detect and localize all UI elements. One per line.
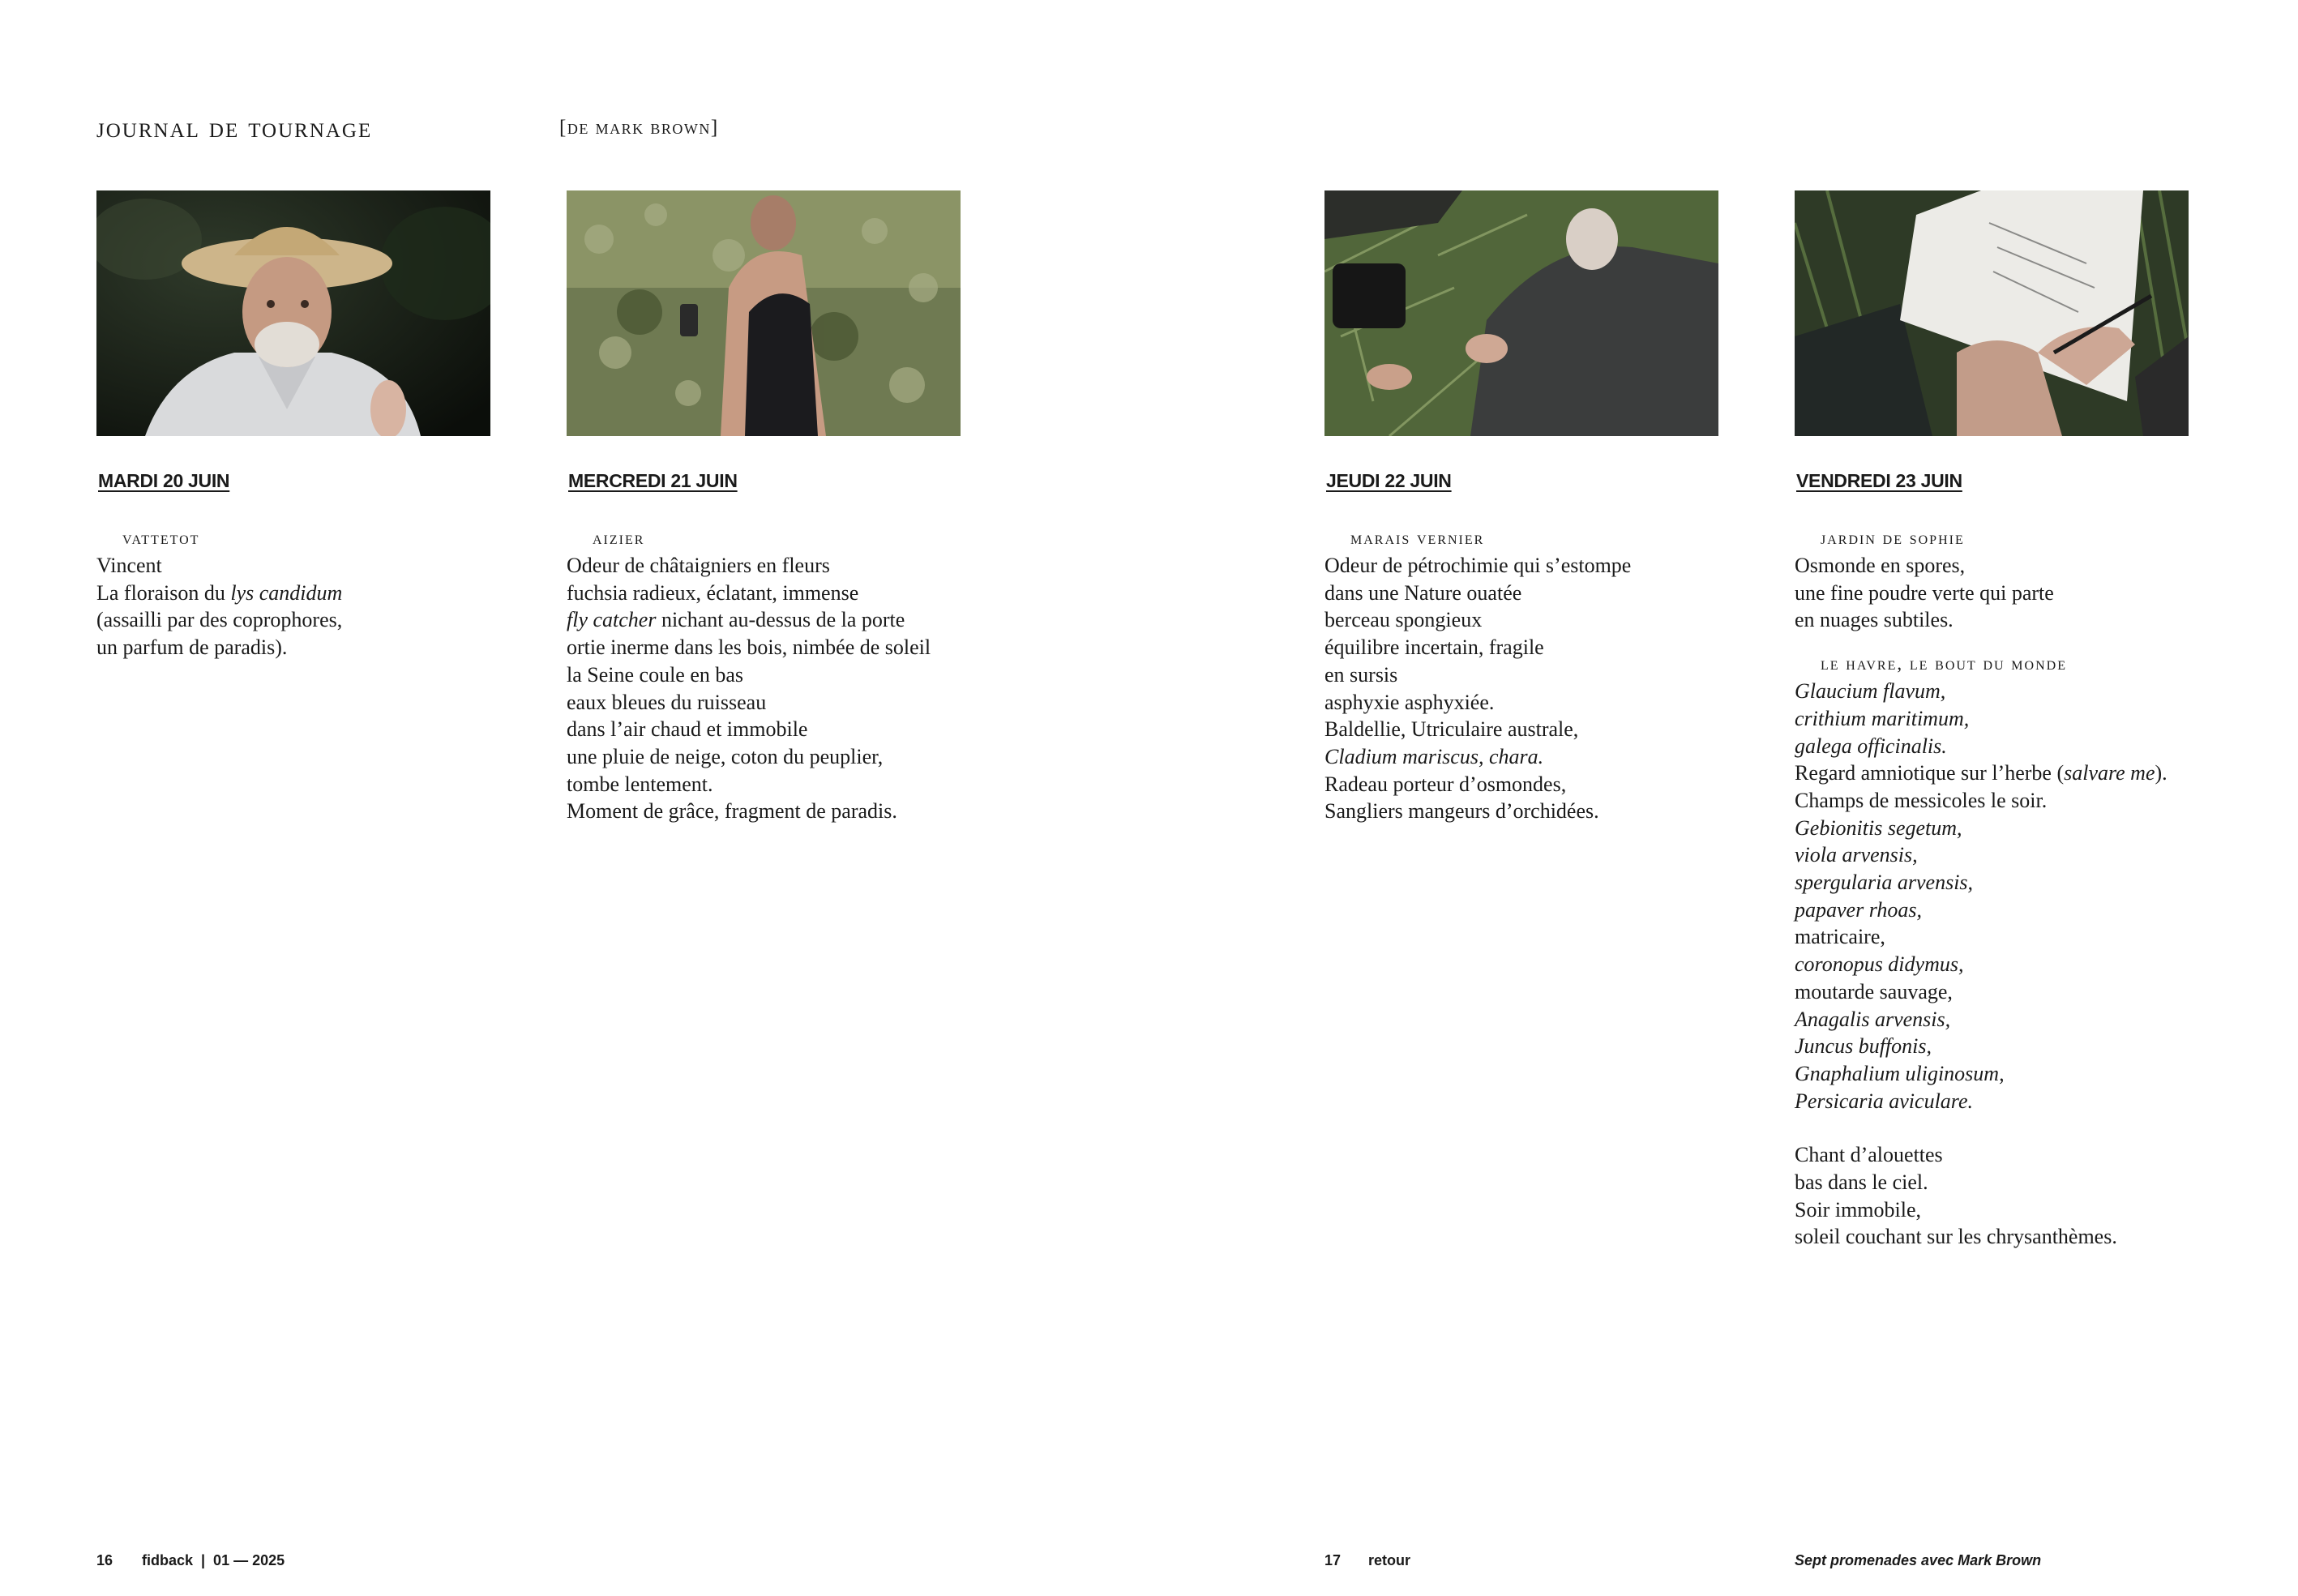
page-subtitle: [de mark brown] <box>559 117 719 139</box>
verse-line: Anagalis arvensis, <box>1795 1007 1951 1031</box>
verse-line: Radeau porteur d’osmondes, <box>1324 772 1567 796</box>
verse-line: Juncus buffonis, <box>1795 1034 1932 1059</box>
page-number-right: 17 <box>1324 1552 1342 1568</box>
verse-line: crithium maritimum, <box>1795 706 1970 730</box>
entry-mercredi <box>567 470 1021 825</box>
verse-line: en nuages subtiles. <box>1795 608 1954 632</box>
day-heading: MERCREDI 21 JUIN <box>568 470 738 491</box>
day-heading: MARDI 20 JUIN <box>98 470 230 491</box>
verse-line: équilibre incertain, fragile <box>1324 635 1544 660</box>
stanza-break <box>1795 1115 2249 1141</box>
verse-line: fuchsia radieux, éclatant, immense <box>567 580 859 605</box>
verse-line: (assailli par des coprophores, <box>96 608 343 632</box>
verse-line: asphyxie asphyxiée. <box>1324 690 1495 714</box>
verse-line: une pluie de neige, coton du peuplier, <box>567 744 884 768</box>
verse-line: Chant d’alouettes <box>1795 1143 1943 1167</box>
verse-line: berceau spongieux <box>1324 608 1483 632</box>
verse-line: Sangliers mangeurs d’orchidées. <box>1324 799 1599 824</box>
verse-line: papaver rhoas, <box>1795 897 1922 922</box>
verse-line: Glaucium flavum, <box>1795 679 1946 704</box>
verse-line: Baldellie, Utriculaire australe, <box>1324 717 1579 742</box>
verse-line: Champs de messicoles le soir. <box>1795 788 2048 812</box>
hand-drawing-notebook-photo <box>1795 190 2189 436</box>
verse-line: Vincent <box>96 554 162 577</box>
verse-line: Moment de grâce, fragment de paradis. <box>567 799 897 824</box>
entry-jeudi <box>1324 470 1778 825</box>
verse-line: Osmonde en spores, <box>1795 554 1966 577</box>
verse-line: Odeur de pétrochimie qui s’estompe <box>1324 554 1632 577</box>
men-crouching-in-marsh-photo <box>1324 190 1718 436</box>
verse-line: viola arvensis, <box>1795 843 1918 867</box>
page-number-left: 16 <box>96 1552 113 1568</box>
verse-line: la Seine coule en bas <box>567 662 744 687</box>
place-name: marais vernier <box>1350 528 1485 548</box>
section-name: retour <box>1368 1552 1411 1568</box>
publication-info: fidback | 01 — 2025 <box>142 1552 285 1568</box>
verse-line: Persicaria aviculare. <box>1795 1089 1973 1113</box>
place-name: vattetot <box>122 528 200 548</box>
page-title: journal de tournage <box>96 111 373 143</box>
place-name: jardin de sophie <box>1821 528 1965 548</box>
verse-line: soleil couchant sur les chrysanthèmes. <box>1795 1225 2117 1249</box>
day-heading: JEUDI 22 JUIN <box>1326 470 1452 491</box>
verse-line: Soir immobile, <box>1795 1197 1921 1222</box>
entry-mardi <box>96 470 550 661</box>
block-spacer <box>1795 634 2249 652</box>
verse-line: Gebionitis segetum, <box>1795 815 1962 840</box>
article-title: Sept promenades avec Mark Brown <box>1795 1552 2042 1568</box>
verse-line: en sursis <box>1324 662 1398 687</box>
verse-line: Odeur de châtaigniers en fleurs <box>567 554 830 577</box>
verse-line: moutarde sauvage, <box>1795 979 1953 1003</box>
place-name: le havre, le bout du monde <box>1821 653 2067 674</box>
verse-line: coronopus didymus, <box>1795 952 1964 977</box>
verse-line: Regard amniotique sur l’herbe (salvare me). <box>1795 761 2167 785</box>
verse-line: galega officinalis. <box>1795 734 1947 758</box>
verse-line: dans une Nature ouatée <box>1324 580 1522 605</box>
entry-vendredi <box>1795 470 2249 1251</box>
verse-line: eaux bleues du ruisseau <box>567 690 767 714</box>
verse-line: ortie inerme dans les bois, nimbée de soleil <box>567 635 931 660</box>
verse-line: Gnaphalium uliginosum, <box>1795 1061 2005 1085</box>
place-name: aizier <box>593 528 645 548</box>
verse-line: une fine poudre verte qui parte <box>1795 580 2054 605</box>
verse-line: La floraison du lys candidum <box>96 580 343 605</box>
verse-line: un parfum de paradis). <box>96 635 288 660</box>
verse-line: bas dans le ciel. <box>1795 1170 1928 1195</box>
man-in-tall-grass-photo <box>567 190 961 436</box>
verse-line: Cladium mariscus, chara. <box>1324 744 1544 768</box>
verse-line: fly catcher nichant au-dessus de la porte <box>567 608 905 632</box>
verse-line: matricaire, <box>1795 925 1885 949</box>
verse-line: tombe lentement. <box>567 772 713 796</box>
day-heading: VENDREDI 23 JUIN <box>1796 470 1962 491</box>
verse-line: spergularia arvensis, <box>1795 871 1974 895</box>
portrait-man-straw-hat-photo <box>96 190 490 436</box>
verse-line: dans l’air chaud et immobile <box>567 717 808 742</box>
